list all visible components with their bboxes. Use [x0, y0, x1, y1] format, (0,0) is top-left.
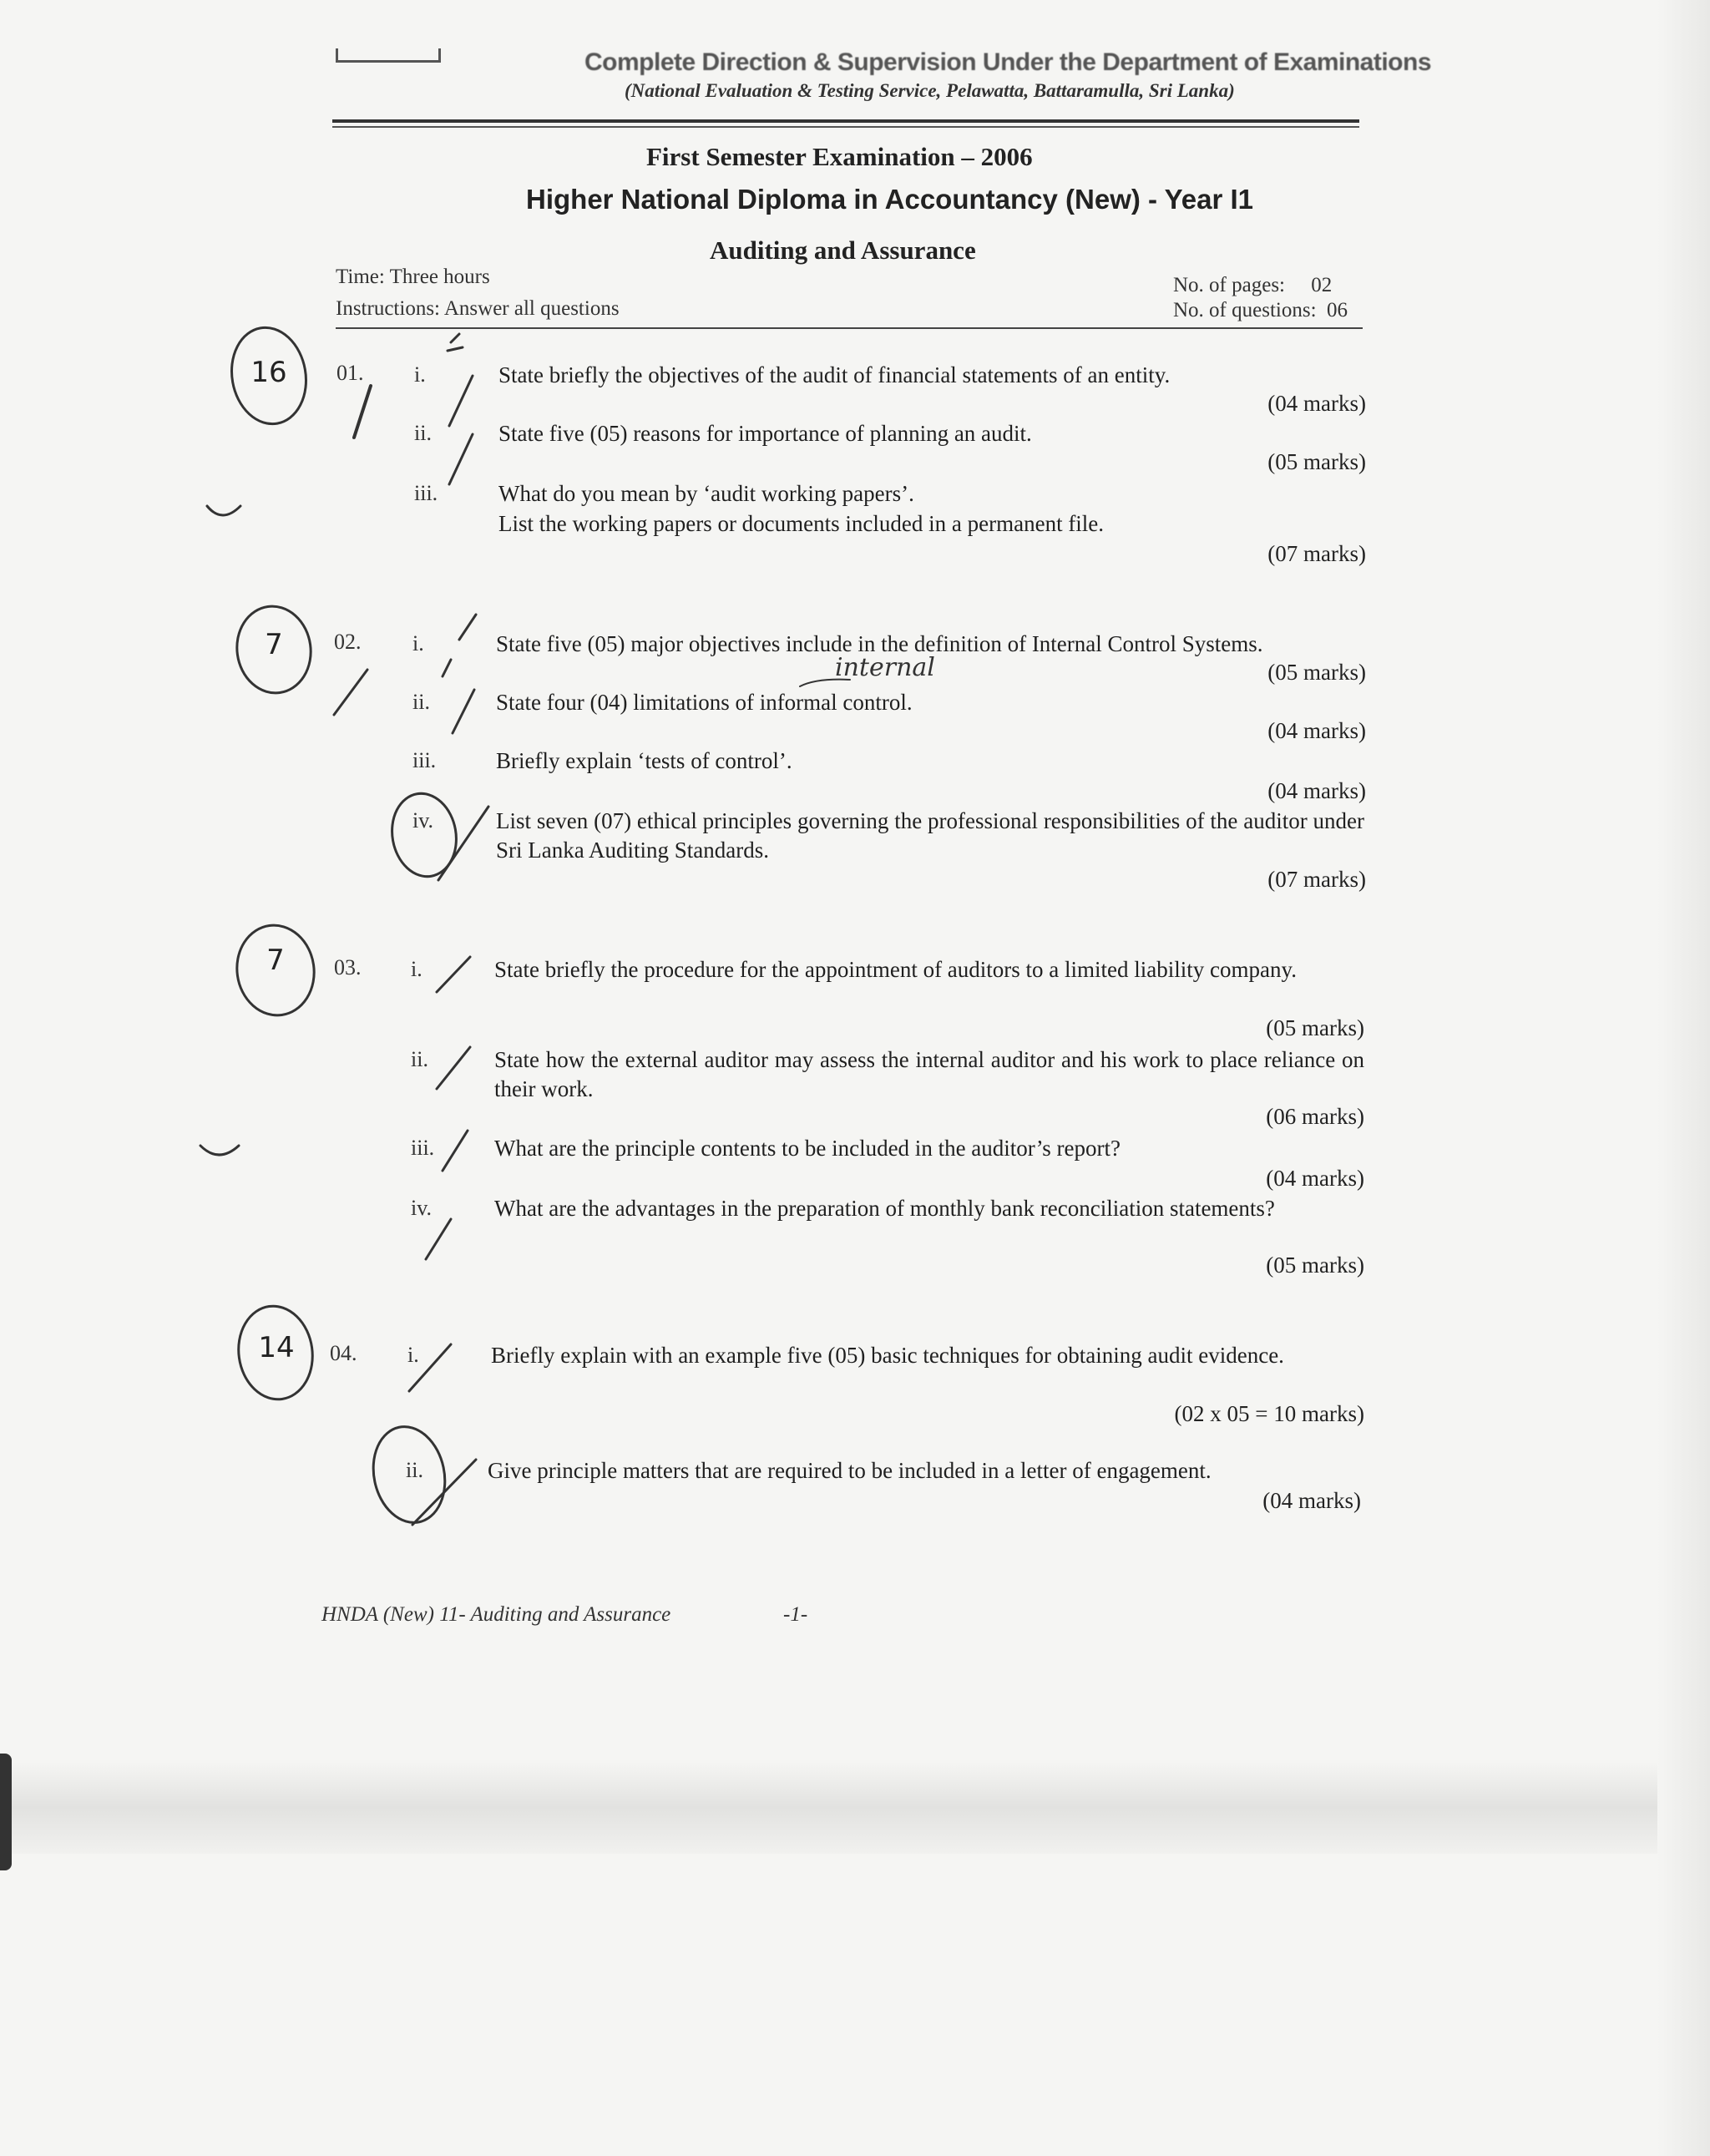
part-number: i.	[407, 1343, 419, 1367]
part-number: iii.	[411, 1136, 435, 1160]
score-label: 7	[265, 628, 283, 661]
marks-label: (04 marks)	[1267, 778, 1366, 803]
header-rule	[332, 119, 1359, 128]
question-number: 01.	[336, 361, 364, 385]
question-text: State four (04) limitations of informal control.	[496, 690, 913, 715]
part-number: i.	[412, 631, 424, 655]
header-organization: Complete Direction & Supervision Under the Department of Examinations	[584, 48, 1432, 76]
handwritten-correction: internal	[835, 653, 935, 682]
question-text: State briefly the procedure for the appointment of auditors to a limited liability company.	[494, 957, 1297, 982]
exam-question-count: No. of questions: 06	[1173, 299, 1348, 321]
score-label: 16	[250, 356, 287, 389]
marks-label: (05 marks)	[1267, 660, 1366, 685]
exam-time: Time: Three hours	[336, 266, 490, 288]
question-number: 02.	[334, 630, 362, 654]
marks-label: (04 marks)	[1262, 1488, 1361, 1513]
question-number: 04.	[330, 1341, 357, 1365]
part-number: ii.	[414, 421, 432, 445]
header-address: (National Evaluation & Testing Service, Pelawatta, Battaramulla, Sri Lanka)	[625, 80, 1235, 101]
question-text: State five (05) major objectives include in the definition of Internal Control Systems.	[496, 631, 1263, 656]
exam-instructions: Instructions: Answer all questions	[336, 297, 620, 320]
exam-subject: Auditing and Assurance	[710, 235, 976, 265]
part-number: iii.	[412, 748, 437, 772]
score-label: 14	[258, 1331, 295, 1364]
marks-label: (05 marks)	[1266, 1253, 1364, 1278]
marks-label: (06 marks)	[1266, 1104, 1364, 1129]
question-text: Give principle matters that are required to be included in a letter of engagement.	[488, 1458, 1212, 1483]
marks-label: (07 marks)	[1267, 867, 1366, 892]
part-number: i.	[411, 957, 422, 981]
scan-edge-mark	[0, 1754, 12, 1870]
part-number: ii.	[406, 1458, 423, 1482]
question-text: List seven (07) ethical principles governing the professional responsibilities of the auditor under Sri Lanka Auditing Standards.	[496, 808, 1364, 863]
question-text: State briefly the objectives of the audit of financial statements of an entity.	[498, 362, 1171, 387]
question-text: Briefly explain ‘tests of control’.	[496, 748, 792, 773]
question-text: What do you mean by ‘audit working papers’.	[498, 481, 914, 506]
scan-shadow	[0, 1762, 1710, 1854]
question-text: Briefly explain with an example five (05) basic techniques for obtaining audit evidence.	[491, 1343, 1284, 1368]
marks-label: (05 marks)	[1266, 1015, 1364, 1040]
footer-title: HNDA (New) 11- Auditing and Assurance	[321, 1603, 671, 1626]
marks-label: (04 marks)	[1267, 391, 1366, 416]
marks-label: (04 marks)	[1266, 1166, 1364, 1191]
marks-label: (04 marks)	[1267, 718, 1366, 743]
question-text: State how the external auditor may assess the internal auditor and his work to place reliance on their work.	[494, 1047, 1364, 1101]
marks-label: (02 x 05 = 10 marks)	[1174, 1401, 1364, 1426]
question-text: What are the advantages in the preparation of monthly bank reconciliation statements?	[494, 1196, 1275, 1221]
part-number: iv.	[412, 808, 434, 833]
question-number: 03.	[334, 955, 362, 979]
corner-bracket	[336, 48, 441, 63]
part-number: i.	[414, 362, 426, 387]
part-number: ii.	[411, 1047, 428, 1071]
question-text-line2: List the working papers or documents included in a permanent file.	[498, 511, 1105, 536]
exam-semester: First Semester Examination – 2006	[646, 142, 1033, 171]
part-number: iv.	[411, 1196, 433, 1220]
marks-label: (05 marks)	[1267, 449, 1366, 474]
scan-shadow-right	[1657, 0, 1710, 2156]
score-label: 7	[266, 944, 285, 977]
exam-program: Higher National Diploma in Accountancy (New) - Year I1	[526, 184, 1254, 215]
part-number: ii.	[412, 690, 430, 714]
exam-pages: No. of pages: 02	[1173, 274, 1333, 296]
instructions-rule	[336, 327, 1363, 329]
question-text: What are the principle contents to be included in the auditor’s report?	[494, 1136, 1121, 1161]
footer-page-number: -1-	[783, 1603, 808, 1626]
marks-label: (07 marks)	[1267, 541, 1366, 566]
part-number: iii.	[414, 481, 438, 505]
question-text: State five (05) reasons for importance of planning an audit.	[498, 421, 1032, 446]
